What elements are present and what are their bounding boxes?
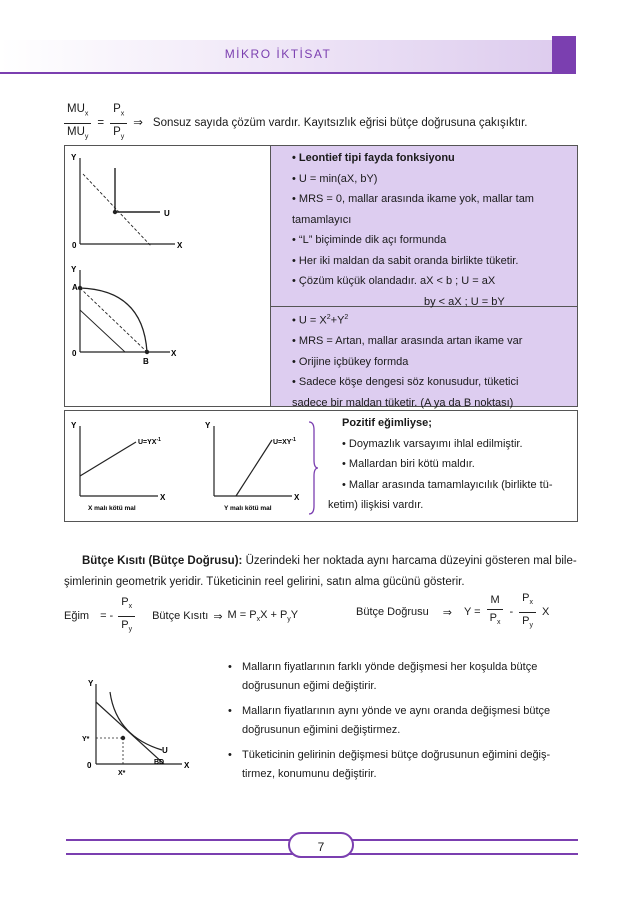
list-item: • Malların fiyatlarının aynı yönde ve aynı oranda değişmesi bütçe doğrusunun eğimini değiştirmez.	[226, 702, 578, 740]
svg-text:X malı kötü mal: X malı kötü mal	[88, 505, 136, 512]
budget-paragraph: Bütçe Kısıtı (Bütçe Doğrusu): Üzerindeki her noktada aynı harcama düzeyini gösteren mal bile- şimlerinin geometrik yeridir. Tüketicinin reel gelirini, satın alma gücünü gösterir.	[64, 555, 577, 588]
y-bad-good-graph	[200, 414, 310, 518]
header-rule	[0, 72, 576, 74]
svg-text:U=YX-1: $U=YX^{-1}$	[138, 437, 161, 446]
svg-text:Y*: Y*	[82, 736, 90, 743]
list-item: • Tüketicinin gelirinin değişmesi bütçe doğrusunun eğimini değiş- tirmez, konumunu değiştirir.	[226, 746, 578, 784]
budget-bullet-list	[226, 658, 578, 790]
svg-text:Y: Y	[71, 153, 77, 162]
svg-text:X: X	[184, 761, 190, 770]
svg-text:Y: Y	[205, 421, 211, 430]
running-header: MİKRO İKTİSAT	[224, 47, 332, 61]
list-item: • Malların fiyatlarının farklı yönde değişmesi her koşulda bütçe doğrusunun eğimi değiştirir.	[226, 658, 578, 696]
leontief-graph	[65, 146, 270, 256]
intro-line: $\frac{MU_x}{MU_y}$ = $\frac{P_x}{P_y}$ ⇒ Sonsuz sayıda çözüm vardır. Kayıtsızlık eğrisi bütçe doğrusuna çakışıktır.	[64, 103, 527, 143]
svg-text:Y: Y	[71, 265, 77, 274]
svg-text:Y: Y	[88, 679, 94, 688]
svg-text:U: U	[164, 209, 170, 218]
svg-text:X*: X*	[118, 770, 126, 777]
svg-text:A: A	[72, 283, 78, 292]
budget-line-formula: Bütçe Doğrusu ⇒ Y = $\frac{M}{P_x}$ - $\frac{P_x}{P_y}$ X	[356, 592, 550, 629]
svg-text:X: X	[160, 493, 166, 502]
svg-text:U=XY-1: $U=XY^{-1}$	[273, 437, 296, 446]
svg-text:Y: Y	[71, 421, 77, 430]
svg-text:X: X	[177, 241, 183, 250]
slope-formula: Eğim = - $\frac{P_x}{P_y}$ Bütçe Kısıtı ⇒ $M = P_xX + P_yY$	[64, 596, 299, 633]
curly-brace	[306, 420, 320, 516]
intro-text: Sonsuz sayıda çözüm vardır. Kayıtsızlık eğrisi bütçe doğrusuna çakışıktır.	[152, 117, 528, 129]
mu-fraction: $\frac{MU_x}{MU_y}$	[64, 101, 91, 145]
budget-equilibrium-graph	[82, 676, 202, 786]
svg-text:U: U	[162, 746, 168, 755]
concave-utility-graph	[65, 260, 270, 370]
svg-text:Y malı kötü mal: Y malı kötü mal	[224, 505, 272, 512]
table-divider	[270, 145, 271, 407]
positive-slope-text: Pozitif eğimliyse; • Doymazlık varsayımı ihlal edilmiştir. • Mallardan biri kötü maldır. • Mallar arasında tamamlayıcılık (birlikte tü- ketim) ilişkisi vardır.	[328, 417, 553, 511]
svg-text:0: 0	[87, 761, 92, 770]
svg-text:B: B	[143, 357, 149, 366]
price-fraction: $\frac{P_x}{P_y}$	[110, 101, 127, 145]
svg-text:X: X	[294, 493, 300, 502]
implies-arrow: ⇒	[133, 117, 143, 129]
svg-text:0: 0	[72, 241, 77, 250]
leontief-bullets: • Leontief tipi fayda fonksiyonu • U = min(aX, bY) • MRS = 0, mallar arasında ikame yok, mallar tam tamamlayıcı • “L” biçiminde dik açı formunda • Her iki maldan da sabit oranda birlikte tüketir. • Çözüm küçük olandadır. aX < b ; U = aX by < aX ; U = bY	[292, 152, 534, 308]
page-number: 7	[288, 832, 354, 858]
concave-bullets: • $U = X^2+Y^2$ • MRS = Artan, mallar arasında artan ikame var • Orijine içbükey formda • Sadece köşe dengesi söz konusudur, tüketici sadece bir maldan tüketir. (A ya da B noktası)	[292, 314, 523, 409]
svg-text:BD: BD	[154, 759, 165, 766]
svg-text:X: X	[171, 349, 177, 358]
svg-text:0: 0	[72, 349, 77, 358]
x-bad-good-graph	[66, 414, 186, 518]
